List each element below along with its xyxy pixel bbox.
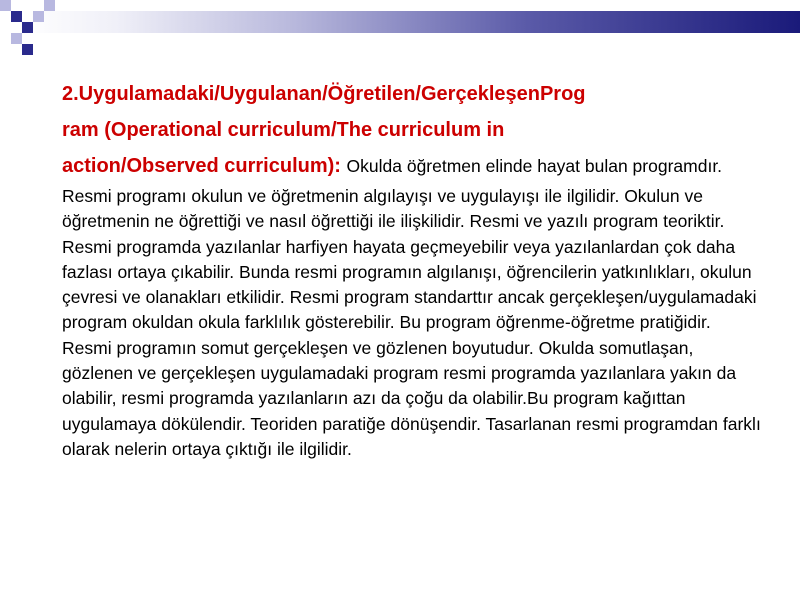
decor-square-icon xyxy=(44,0,55,11)
header-gradient-bar xyxy=(22,11,800,33)
heading-line: action/Observed curriculum): xyxy=(62,155,341,177)
paragraph-body: bulan programdır. Resmi programı okulun ve öğretmenin algılayışı ve uygulayışı ile ilgilidir. Okulun ve öğretmenin ne öğrettiği ve nasıl öğrettiği ile ilişkilidir. Resmi ve yazılı program teoriktir. Resmi programda yazılanlar harfiyen hayata geçmeyebilir veya yazılanlardan çok daha fazlası ortaya çıkabilir. Bunda resmi programın algılanışı, öğrencilerin yatkınlıkları, okulun çevresi ve olanakları etkilidir. Resmi program standarttır ancak gerçekleşen/uygulamadaki program okuldan okula farklılık gösterebilir. Bu program öğrenme-öğretme pratiğidir. Resmi programın somut gerçekleşen ve gözlenen boyutudur. Okulda somutlaşan, gözlenen ve gerçekleşen uygulamadaki program resmi programda yazılanlara yakın da olabilir, resmi programda yazılanların azı da çoğu da olabilir.Bu program kağıttan uygulamaya dökülendir. Teoriden paratiğe dönüşendir. Tasarlanan resmi programdan farklı olarak nelerin ortaya çıktığı ile ilgilidir. xyxy=(62,156,761,459)
content-text-block xyxy=(62,76,764,462)
heading-line: ram (Operational curriculum/The curriculum in xyxy=(62,119,505,141)
decor-square-icon xyxy=(0,0,11,11)
paragraph-first-line: Okulda öğretmen elinde hayat xyxy=(346,156,585,176)
decor-square-icon xyxy=(22,44,33,55)
heading-line: 2.Uygulamadaki/Uygulanan/Öğretilen/GerçekleşenProg xyxy=(62,83,586,105)
decor-square-icon xyxy=(22,22,33,33)
decor-square-icon xyxy=(11,33,22,44)
decor-square-icon xyxy=(33,11,44,22)
decor-square-icon xyxy=(11,11,22,22)
